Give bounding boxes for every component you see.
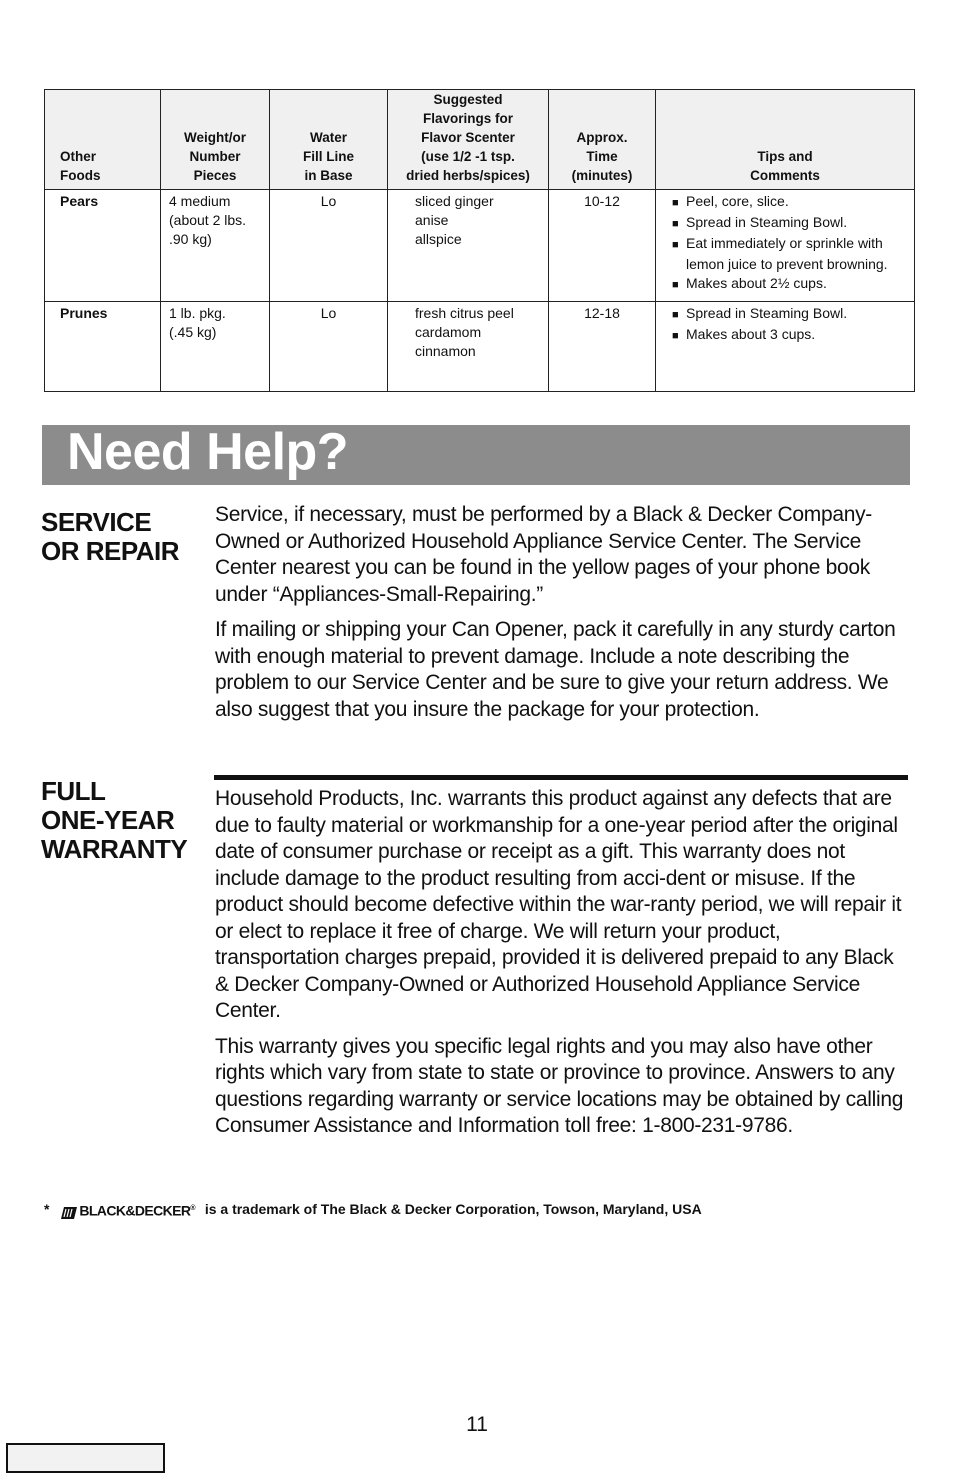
header-tips: Tips and Comments xyxy=(656,90,915,190)
water-cell: Lo xyxy=(270,302,388,392)
page-number: 11 xyxy=(466,1413,488,1436)
tips-cell xyxy=(656,302,915,392)
table-row xyxy=(45,190,915,302)
tip-item: ■ Eat immediately or sprinkle with lemon juice to prevent browning. xyxy=(672,234,910,274)
section-divider xyxy=(214,775,908,780)
warranty-paragraph: This warranty gives you specific legal rights and you may also have other rights which vary from state to state or province to province. Answers to any questions regarding warranty or service locations may be obtained by calling Consumer Assistance and Information toll free: 1-800-231-9786. xyxy=(215,1034,904,1137)
food-steaming-table xyxy=(44,89,915,392)
food-name: Prunes xyxy=(45,302,161,392)
service-heading: SERVICE OR REPAIR xyxy=(41,507,180,566)
warranty-paragraph: Household Products, Inc. warrants this product against any defects that are due to faulty material or workmanship for a one-year period after the original date of consumer purchase or receipt as a gift. This warranty does not include damage to the product resulting from acci-dent or misuse. If the product should become defective within the war-ranty period, we will repair it or elect to replace it free of charge. We will return your product, transportation charges prepaid, provided it is delivered prepaid to any Black & Decker Company-Owned or Authorized Household Appliance Service Center. xyxy=(215,787,902,1022)
tip-item: ■ Makes about 3 cups. xyxy=(672,325,910,346)
table-header-row xyxy=(45,90,915,190)
trademark-text: is a trademark of The Black & Decker Corporation, Towson, Maryland, USA xyxy=(204,1201,702,1217)
black-decker-logo: BLACK&DECKER® xyxy=(61,1199,195,1221)
tip-item: ■ Spread in Steaming Bowl. xyxy=(672,304,910,325)
need-help-banner xyxy=(42,425,910,485)
need-help-title: Need Help? xyxy=(67,423,349,481)
time-cell: 12-18 xyxy=(549,302,656,392)
service-paragraph: Service, if necessary, must be performed by a Black & Decker Company-Owned or Authorized Household Appliance Service Center. The Service Center nearest you can be found in the yellow pages of your phone book under “Appliances-Small-Repairing.” xyxy=(215,503,873,606)
water-cell: Lo xyxy=(270,190,388,302)
food-name: Pears xyxy=(45,190,161,302)
tip-item: ■ Spread in Steaming Bowl. xyxy=(672,213,910,234)
warranty-heading: FULL ONE-YEAR WARRANTY xyxy=(41,776,188,864)
tip-item: ■ Makes about 2½ cups. xyxy=(672,274,910,295)
service-paragraph: If mailing or shipping your Can Opener, pack it carefully in any sturdy carton with enough material to prevent damage. Include a note describing the problem to our Service Center and be sure to give your return address. We also suggest that you insure the package for your protection. xyxy=(215,618,896,721)
weight-cell: 4 medium (about 2 lbs. .90 kg) xyxy=(161,190,270,302)
header-water-fill: Water Fill Line in Base xyxy=(270,90,388,190)
service-body xyxy=(215,502,910,732)
weight-cell: 1 lb. pkg. (.45 kg) xyxy=(161,302,270,392)
warranty-body xyxy=(215,786,910,1149)
corner-box xyxy=(6,1443,165,1473)
asterisk: * xyxy=(44,1201,50,1217)
header-flavorings: Suggested Flavorings for Flavor Scenter (use 1/2 -1 tsp. dried herbs/spices) xyxy=(388,90,549,190)
trademark-note xyxy=(44,1199,702,1221)
time-cell: 10-12 xyxy=(549,190,656,302)
header-time: Approx. Time (minutes) xyxy=(549,90,656,190)
header-other-foods: Other Foods xyxy=(45,90,161,190)
header-weight: Weight/or Number Pieces xyxy=(161,90,270,190)
hexagon-logo-icon xyxy=(61,1207,77,1219)
tips-cell xyxy=(656,190,915,302)
flavorings-cell: sliced ginger anise allspice xyxy=(388,190,549,302)
flavorings-cell: fresh citrus peel cardamom cinnamon xyxy=(388,302,549,392)
table-row xyxy=(45,302,915,392)
tip-item: ■ Peel, core, slice. xyxy=(672,192,910,213)
